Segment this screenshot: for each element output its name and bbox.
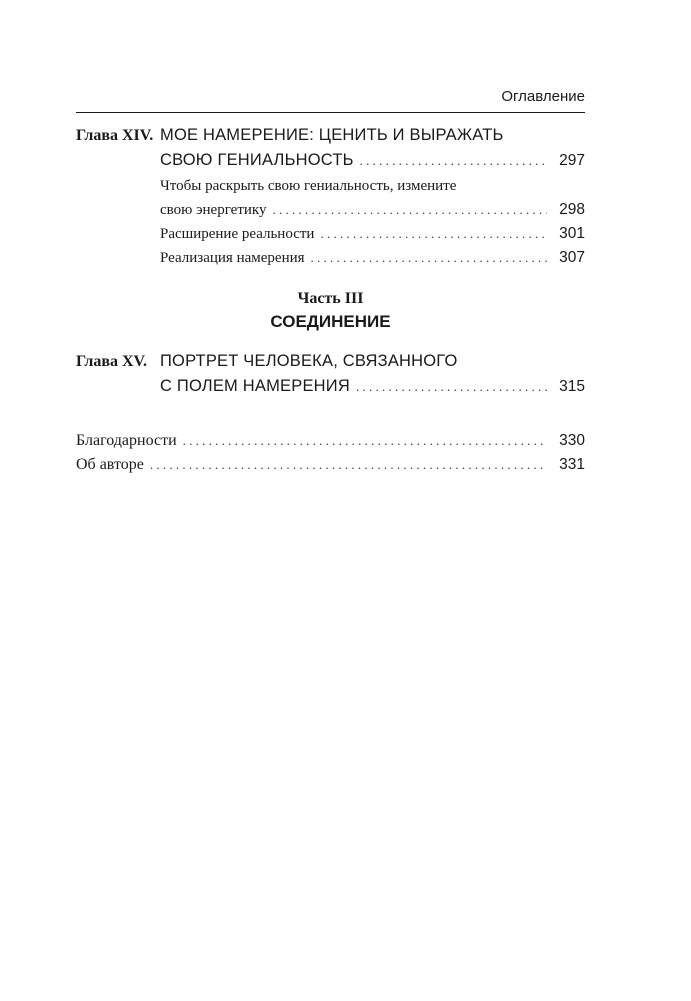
toc-entry-chapter-15-line2[interactable] (76, 374, 585, 399)
chapter-title: МОЕ НАМЕРЕНИЕ: ЦЕНИТЬ И ВЫРАЖАТЬ (160, 126, 504, 144)
page-number: 331 (559, 456, 585, 473)
chapter-label: Глава XV. (76, 353, 148, 370)
dot-leader (311, 246, 547, 270)
toc-entry-subsection[interactable] (76, 222, 585, 246)
toc-entry-acknowledgements[interactable] (76, 429, 585, 453)
table-of-contents (76, 123, 585, 477)
subsection-title: Расширение реальности (160, 226, 315, 242)
chapter-title-continued: СВОЮ ГЕНИАЛЬНОСТЬ (160, 151, 354, 169)
entry-title: Благодарности (76, 432, 177, 449)
page-number: 307 (559, 249, 585, 266)
header-rule (76, 112, 585, 113)
subsection-title: Чтобы раскрыть свою гениальность, измените (160, 178, 457, 194)
dot-leader (183, 429, 547, 453)
section-spacer (76, 399, 585, 429)
toc-entry-subsection[interactable] (76, 174, 585, 198)
dot-leader (150, 453, 547, 477)
page-number: 297 (559, 152, 585, 169)
toc-entry-subsection-continued[interactable] (76, 198, 585, 222)
chapter-title-continued: С ПОЛЕМ НАМЕРЕНИЯ (160, 377, 350, 395)
subsection-title: Реализация намерения (160, 250, 305, 266)
part-title: СОЕДИНЕНИЕ (270, 312, 391, 331)
toc-entry-chapter-14-line1[interactable] (76, 123, 585, 148)
toc-entry-about-author[interactable] (76, 453, 585, 477)
subsection-title-continued: свою энергетику (160, 202, 267, 218)
chapter-title: ПОРТРЕТ ЧЕЛОВЕКА, СВЯЗАННОГО (160, 352, 458, 370)
toc-entry-chapter-14-line2[interactable] (76, 148, 585, 173)
dot-leader (320, 222, 547, 246)
page-number: 315 (559, 378, 585, 395)
toc-entry-chapter-15-line1[interactable] (76, 349, 585, 374)
part-label: Часть III (297, 290, 364, 307)
chapter-label: Глава XIV. (76, 127, 154, 144)
dot-leader (356, 375, 547, 399)
page-number: 301 (559, 225, 585, 242)
page-number: 330 (559, 432, 585, 449)
dot-leader (360, 149, 547, 173)
entry-title: Об авторе (76, 456, 144, 473)
page-number: 298 (559, 201, 585, 218)
toc-entry-subsection[interactable] (76, 246, 585, 270)
running-header: Оглавление (501, 88, 585, 105)
dot-leader (273, 198, 548, 222)
